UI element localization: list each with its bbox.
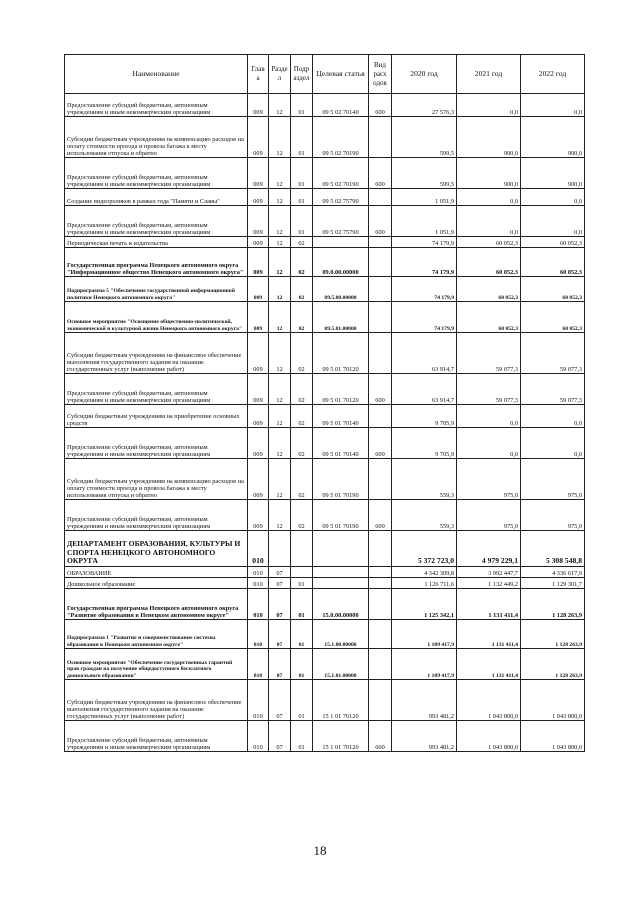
cell-name: ДЕПАРТАМЕНТ ОБРАЗОВАНИЯ, КУЛЬТУРЫ И СПОРТА НЕНЕЦКОГО АВТОНОМНОГО ОКРУГА [65,531,248,567]
cell-2020: 9 705,9 [392,428,457,459]
table-row [65,94,585,117]
cell-podrazdel: 01 [291,578,313,589]
cell-2022: 1 043 800,0 [521,680,585,721]
cell-razdel: 12 [269,302,291,333]
cell-2021: 60 052,3 [457,248,521,277]
cell-expense-type [369,567,392,578]
cell-name: Предоставление субсидий бюджетным, автономным учреждениям и иным некоммерческим организациям [65,500,248,531]
cell-2022: 59 077,3 [521,374,585,405]
cell-2022: 975,0 [521,459,585,500]
cell-2020: 1 051,9 [392,206,457,237]
cell-podrazdel [291,531,313,567]
cell-2021: 0,0 [457,189,521,206]
cell-2022: 0,0 [521,189,585,206]
cell-name: Государственная программа Ненецкого автономного округа "Развитие образования в Ненецком автономном округе" [65,589,248,620]
cell-podrazdel: 02 [291,333,313,374]
cell-target-article: 09 5 02 70140 [313,94,369,117]
cell-razdel: 07 [269,649,291,680]
cell-glava: 009 [248,158,269,189]
cell-glava: 010 [248,567,269,578]
cell-razdel: 12 [269,277,291,302]
cell-name: Основное мероприятие "Освещение общественно-политической, экономической и культурной жизни Ненецкого автономного округа" [65,302,248,333]
cell-glava: 010 [248,649,269,680]
cell-2020: 9 705,9 [392,405,457,428]
cell-glava: 009 [248,189,269,206]
cell-expense-type [369,459,392,500]
cell-2022: 900,0 [521,158,585,189]
cell-2020: 559,3 [392,459,457,500]
cell-expense-type [369,302,392,333]
cell-glava: 009 [248,117,269,158]
header-razdel: Разде л [269,55,291,94]
cell-razdel: 07 [269,721,291,752]
cell-target-article: 15.0.00.00000 [313,589,369,620]
cell-podrazdel: 01 [291,94,313,117]
table-row [65,680,585,721]
cell-target-article: 09 5 01 70190 [313,459,369,500]
cell-razdel: 12 [269,248,291,277]
cell-2022: 60 052,3 [521,302,585,333]
cell-podrazdel: 02 [291,428,313,459]
cell-name: Предоставление субсидий бюджетным, автономным учреждениям и иным некоммерческим организациям [65,374,248,405]
cell-target-article: 15.1.00.00000 [313,620,369,649]
cell-2022: 5 308 548,8 [521,531,585,567]
cell-expense-type: 600 [369,428,392,459]
cell-2022: 4 336 617,9 [521,567,585,578]
cell-target-article: 09 5 02 75790 [313,206,369,237]
cell-target-article [313,237,369,248]
cell-expense-type [369,589,392,620]
cell-2022: 1 128 263,9 [521,649,585,680]
cell-podrazdel [291,567,313,578]
cell-name: Предоставление субсидий бюджетным, автономным учреждениям и иным некоммерческим организациям [65,428,248,459]
cell-podrazdel: 02 [291,277,313,302]
cell-2021: 975,0 [457,500,521,531]
cell-podrazdel: 02 [291,237,313,248]
cell-name: Предоставление субсидий бюджетным, автономным учреждениям и иным некоммерческим организациям [65,721,248,752]
budget-table [64,54,585,752]
cell-2020: 63 914,7 [392,374,457,405]
cell-name: Подпрограмма 1 "Развитие и совершенствование системы образования в Ненецком автономном округе" [65,620,248,649]
cell-2021: 0,0 [457,94,521,117]
cell-2021: 1 043 800,0 [457,721,521,752]
table-row [65,405,585,428]
cell-razdel: 12 [269,117,291,158]
cell-expense-type [369,117,392,158]
cell-podrazdel: 01 [291,189,313,206]
cell-expense-type: 600 [369,206,392,237]
cell-2022: 975,0 [521,500,585,531]
cell-podrazdel: 01 [291,589,313,620]
cell-podrazdel: 01 [291,158,313,189]
cell-2021: 59 077,3 [457,374,521,405]
cell-glava: 009 [248,459,269,500]
cell-razdel: 07 [269,578,291,589]
cell-razdel: 07 [269,567,291,578]
cell-glava: 009 [248,500,269,531]
cell-2020: 63 914,7 [392,333,457,374]
cell-glava: 009 [248,206,269,237]
cell-2021: 1 132 449,2 [457,578,521,589]
cell-name: Предоставление субсидий бюджетным, автономным учреждениям и иным некоммерческим организациям [65,158,248,189]
cell-target-article [313,531,369,567]
table-row [65,237,585,248]
header-year-2020: 2020 год [392,55,457,94]
cell-2020: 74 179,9 [392,302,457,333]
cell-razdel: 07 [269,589,291,620]
cell-razdel: 12 [269,333,291,374]
cell-glava: 010 [248,680,269,721]
cell-name: Субсидии бюджетным учреждениям на приобретение основных средств [65,405,248,428]
table-row [65,333,585,374]
table-row [65,578,585,589]
cell-2020: 74 179,9 [392,277,457,302]
cell-2021: 900,0 [457,117,521,158]
cell-target-article: 09 5 01 70140 [313,405,369,428]
cell-2021: 900,0 [457,158,521,189]
cell-razdel: 12 [269,500,291,531]
cell-2021: 0,0 [457,428,521,459]
cell-podrazdel: 02 [291,374,313,405]
header-year-2021: 2021 год [457,55,521,94]
cell-2020: 559,3 [392,500,457,531]
cell-name: Субсидии бюджетным учреждениям на финансовое обеспечение выполнения государственного задания на оказание государственных услуг (выполнение работ) [65,680,248,721]
cell-name: Государственная программа Ненецкого автономного округа "Информационное общество Ненецкого автономного округа" [65,248,248,277]
cell-2020: 993 481,2 [392,680,457,721]
header-glava: Глав а [248,55,269,94]
cell-name: Подпрограмма 5 "Обеспечение государственной информационной политики Ненецкого автономного округа" [65,277,248,302]
cell-2021: 1 131 411,4 [457,649,521,680]
cell-razdel: 12 [269,405,291,428]
cell-2021: 0,0 [457,405,521,428]
cell-2021: 1 131 411,4 [457,620,521,649]
cell-expense-type [369,237,392,248]
page-number: 18 [313,843,327,858]
cell-glava: 010 [248,578,269,589]
cell-glava: 009 [248,302,269,333]
cell-podrazdel: 01 [291,117,313,158]
cell-target-article: 15.1.01.00000 [313,649,369,680]
cell-target-article: 09 5 02 75790 [313,189,369,206]
cell-expense-type [369,680,392,721]
cell-glava: 009 [248,277,269,302]
cell-glava: 010 [248,531,269,567]
cell-name: Предоставление субсидий бюджетным, автономным учреждениям и иным некоммерческим организациям [65,206,248,237]
table-header-row [65,55,585,94]
cell-name: Субсидии бюджетным учреждениям на финансовое обеспечение выполнения государственного задания на оказание государственных услуг (выполнение работ) [65,333,248,374]
cell-expense-type: 600 [369,94,392,117]
table-row [65,158,585,189]
table-row [65,206,585,237]
budget-sheet [64,54,584,752]
header-expense-type: Вид расх одов [369,55,392,94]
cell-target-article: 15 1 01 70120 [313,721,369,752]
cell-2021: 0,0 [457,206,521,237]
cell-2020: 74 179,9 [392,248,457,277]
cell-podrazdel: 01 [291,620,313,649]
cell-name: Субсидии бюджетным учреждениям на компенсацию расходов на оплату стоимости проезда и провоза багажа к месту использования отпуска и обратно [65,459,248,500]
cell-podrazdel: 01 [291,680,313,721]
cell-target-article: 09 5 02 70190 [313,117,369,158]
header-podrazdel: Подр аздел [291,55,313,94]
cell-expense-type [369,531,392,567]
cell-podrazdel: 01 [291,649,313,680]
cell-glava: 010 [248,589,269,620]
cell-2021: 1 131 411,4 [457,589,521,620]
table-row [65,531,585,567]
cell-glava: 009 [248,405,269,428]
cell-razdel: 07 [269,620,291,649]
table-row [65,117,585,158]
table-row [65,428,585,459]
cell-expense-type: 600 [369,500,392,531]
cell-expense-type [369,277,392,302]
cell-target-article: 15 1 01 70120 [313,680,369,721]
cell-2022: 0,0 [521,206,585,237]
cell-2021: 975,0 [457,459,521,500]
cell-2020: 27 576,3 [392,94,457,117]
table-row [65,189,585,206]
cell-target-article: 09 5 01 70120 [313,374,369,405]
cell-2022: 60 052,3 [521,277,585,302]
cell-2021: 59 077,3 [457,333,521,374]
table-row [65,500,585,531]
cell-expense-type: 600 [369,158,392,189]
cell-2021: 60 052,3 [457,302,521,333]
cell-glava: 009 [248,94,269,117]
cell-target-article: 09.5.00.00000 [313,277,369,302]
table-row [65,277,585,302]
cell-expense-type [369,333,392,374]
cell-razdel: 12 [269,189,291,206]
cell-glava: 009 [248,237,269,248]
table-row [65,248,585,277]
table-row [65,567,585,578]
table-row [65,302,585,333]
header-name: Наименование [65,55,248,94]
cell-2022: 0,0 [521,428,585,459]
cell-2021: 1 043 800,0 [457,680,521,721]
cell-2020: 599,5 [392,117,457,158]
cell-2022: 1 128 263,9 [521,589,585,620]
cell-razdel: 12 [269,237,291,248]
cell-2022: 0,0 [521,94,585,117]
cell-glava: 010 [248,620,269,649]
cell-target-article: 09.0.00.00000 [313,248,369,277]
cell-2021: 3 992 447,7 [457,567,521,578]
cell-2020: 599,5 [392,158,457,189]
cell-target-article: 09 5 01 70120 [313,333,369,374]
cell-target-article [313,567,369,578]
cell-2020: 1 109 417,9 [392,620,457,649]
table-row [65,620,585,649]
cell-name: Основное мероприятие "Обеспечение государственных гарантий прав граждан на получение общедоступного бесплатного дошкольного образования" [65,649,248,680]
cell-target-article: 09 5 01 70190 [313,500,369,531]
cell-name: Дошкольное образование [65,578,248,589]
cell-name: ОБРАЗОВАНИЕ [65,567,248,578]
header-year-2022: 2022 год [521,55,585,94]
table-row [65,374,585,405]
cell-razdel: 12 [269,206,291,237]
table-row [65,459,585,500]
cell-2022: 60 052,3 [521,248,585,277]
cell-target-article: 09.5.01.00000 [313,302,369,333]
cell-2020: 1 109 417,9 [392,649,457,680]
cell-podrazdel: 02 [291,500,313,531]
cell-expense-type: 600 [369,721,392,752]
table-row [65,589,585,620]
cell-name: Периодическая печать и издательства [65,237,248,248]
cell-expense-type [369,649,392,680]
cell-razdel: 12 [269,374,291,405]
cell-target-article: 09 5 01 70140 [313,428,369,459]
cell-target-article: 09 5 02 70190 [313,158,369,189]
table-row [65,649,585,680]
cell-glava: 009 [248,333,269,374]
cell-2020: 5 372 723,0 [392,531,457,567]
cell-2020: 74 179,9 [392,237,457,248]
cell-expense-type [369,578,392,589]
cell-expense-type [369,189,392,206]
table-body [65,94,585,752]
cell-podrazdel: 01 [291,721,313,752]
cell-name: Предоставление субсидий бюджетным, автономным учреждениям и иным некоммерческим организациям [65,94,248,117]
cell-2021: 4 979 229,1 [457,531,521,567]
cell-2022: 1 129 301,7 [521,578,585,589]
cell-2020: 1 125 342,1 [392,589,457,620]
cell-razdel: 07 [269,680,291,721]
cell-glava: 010 [248,721,269,752]
cell-2020: 4 342 309,8 [392,567,457,578]
cell-razdel: 12 [269,428,291,459]
cell-2021: 60 052,3 [457,277,521,302]
cell-name: Создание видеороликов в рамках года "Памяти и Славы" [65,189,248,206]
table-row [65,721,585,752]
cell-podrazdel: 02 [291,302,313,333]
cell-2020: 993 481,2 [392,721,457,752]
cell-expense-type [369,405,392,428]
cell-razdel: 12 [269,158,291,189]
cell-name: Субсидии бюджетным учреждениям на компенсацию расходов на оплату стоимости проезда и провоза багажа к месту использования отпуска и обратно [65,117,248,158]
cell-2022: 1 128 263,9 [521,620,585,649]
cell-razdel [269,531,291,567]
cell-expense-type [369,248,392,277]
cell-2022: 60 052,3 [521,237,585,248]
cell-2022: 0,0 [521,405,585,428]
cell-target-article [313,578,369,589]
cell-2020: 1 051,9 [392,189,457,206]
cell-expense-type [369,620,392,649]
cell-razdel: 12 [269,94,291,117]
cell-2022: 1 043 800,0 [521,721,585,752]
cell-glava: 009 [248,374,269,405]
cell-2022: 900,0 [521,117,585,158]
header-target-article: Целевая статья [313,55,369,94]
cell-2022: 59 077,3 [521,333,585,374]
cell-glava: 009 [248,428,269,459]
cell-expense-type: 600 [369,374,392,405]
cell-razdel: 12 [269,459,291,500]
cell-podrazdel: 02 [291,248,313,277]
cell-glava: 009 [248,248,269,277]
cell-podrazdel: 02 [291,405,313,428]
cell-2021: 60 052,3 [457,237,521,248]
cell-podrazdel: 01 [291,206,313,237]
cell-2020: 1 126 711,6 [392,578,457,589]
cell-podrazdel: 02 [291,459,313,500]
